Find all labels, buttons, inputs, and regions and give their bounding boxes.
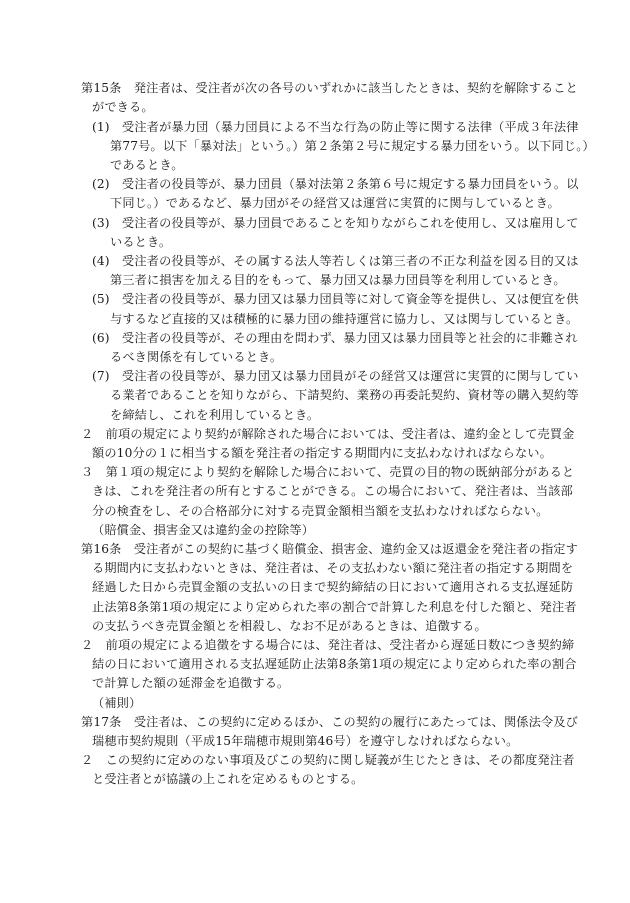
text-line: 結の日において適用される支払遅延防止法第8条第1項の規定により定められた率の割合 xyxy=(92,657,577,671)
paragraph-2: ２ この契約に定めのない事項及びこの契約に関し疑義が生じたときは、その都度発注者 xyxy=(81,753,575,767)
article-caption: （賠償金、損害金又は違約金の控除等） xyxy=(92,523,315,537)
text-line: きは、これを発注者の所有とすることができる。この場合において、発注者は、当該部 xyxy=(92,484,573,498)
text-line: であるとき。 xyxy=(110,158,184,172)
text-line: を締結し、これを利用しているとき。 xyxy=(110,408,320,422)
clause-item-3: (3) 受注者の役員等が、暴力団員であることを知りながらこれを使用し、又は雇用して xyxy=(92,216,579,230)
text-line: で計算した額の延滞金を追徴する。 xyxy=(92,676,290,690)
article-16-heading: 第16条 受注者がこの契約に基づく賠償金、損害金、違約金又は返還金を発注者の指定す xyxy=(81,542,578,556)
text-line: 第三者に損害を加える目的をもって、暴力団又は暴力団員等を利用しているとき。 xyxy=(110,273,566,287)
text-line: る業者であることを知りながら、下請契約、業務の再委託契約、資材等の購入契約等 xyxy=(110,388,579,402)
text-line: 与するなど直接的又は積極的に暴力団の維持運営に協力し、又は関与しているとき。 xyxy=(110,312,579,326)
paragraph-3: ３ 第１項の規定により契約を解除した場合において、売買の目的物の既納部分があると xyxy=(81,465,575,479)
clause-item-6: (6) 受注者の役員等が、その理由を問わず、暴力団又は暴力団員等と社会的に非難され xyxy=(92,331,578,345)
text-line: る期間内に支払わないときは、発注者は、その支払わない額に発注者の指定する期間を xyxy=(92,561,574,575)
text-line: 第77号。以下「暴対法」という。）第２条第２号に規定する暴力団をいう。以下同じ。） xyxy=(110,139,595,153)
text-line: の支払うべき売買金額とを相殺し、なお不足があるときは、追徴する。 xyxy=(92,619,487,633)
text-line: いるとき。 xyxy=(110,235,172,249)
text-line: と受注者とが協議の上これを定めるものとする。 xyxy=(92,772,364,786)
clause-item-5: (5) 受注者の役員等が、暴力団又は暴力団員等に対して資金等を提供し、又は便宜を供 xyxy=(92,292,579,306)
text-line: るべき関係を有しているとき。 xyxy=(110,350,283,364)
text-line: 瑞穂市契約規則（平成15年瑞穂市規則第46号）を遵守しなければならない。 xyxy=(92,734,519,748)
text-line: ができる。 xyxy=(92,100,154,114)
article-caption: （補則） xyxy=(92,696,142,710)
clause-item-7: (7) 受注者の役員等が、暴力団又は暴力団員がその経営又は運営に実質的に関与してい xyxy=(92,369,579,383)
clause-item-1: (1) 受注者が暴力団（暴力団員による不当な行為の防止等に関する法律（平成３年法律 xyxy=(92,120,579,134)
article-15-heading: 第15条 発注者は、受注者が次の各号のいずれかに該当したときは、契約を解除すること xyxy=(81,81,578,95)
clause-item-4: (4) 受注者の役員等が、その属する法人等若しくは第三者の不正な利益を図る目的又は xyxy=(92,254,579,268)
paragraph-2: ２ 前項の規定による追徴をする場合には、発注者は、受注者から遅延日数につき契約締 xyxy=(81,638,575,652)
text-line: 経過した日から売買金額の支払いの日まで契約締結の日において適用される支払遅延防 xyxy=(92,580,574,594)
text-line: 止法第8条第1項の規定により定められた率の割合で計算した利息を付した額と、発注者 xyxy=(92,600,577,614)
article-17-heading: 第17条 受注者は、この契約に定めるほか、この契約の履行にあたっては、関係法令及び xyxy=(81,715,578,729)
clause-item-2: (2) 受注者の役員等が、暴力団員（暴対法第２条第６号に規定する暴力団員をいう。以 xyxy=(92,177,579,191)
text-line: 額の10分の１に相当する額を発注者の指定する期間内に支払わなければならない。 xyxy=(92,446,552,460)
text-line: 下同じ。）であるなど、暴力団がその経営又は運営に実質的に関与しているとき。 xyxy=(110,196,560,210)
text-line: 分の検査をし、その合格部分に対する売買金額相当額を支払わなければならない。 xyxy=(92,504,549,518)
paragraph-2: ２ 前項の規定により契約が解除された場合においては、受注者は、違約金として売買金 xyxy=(81,427,575,441)
